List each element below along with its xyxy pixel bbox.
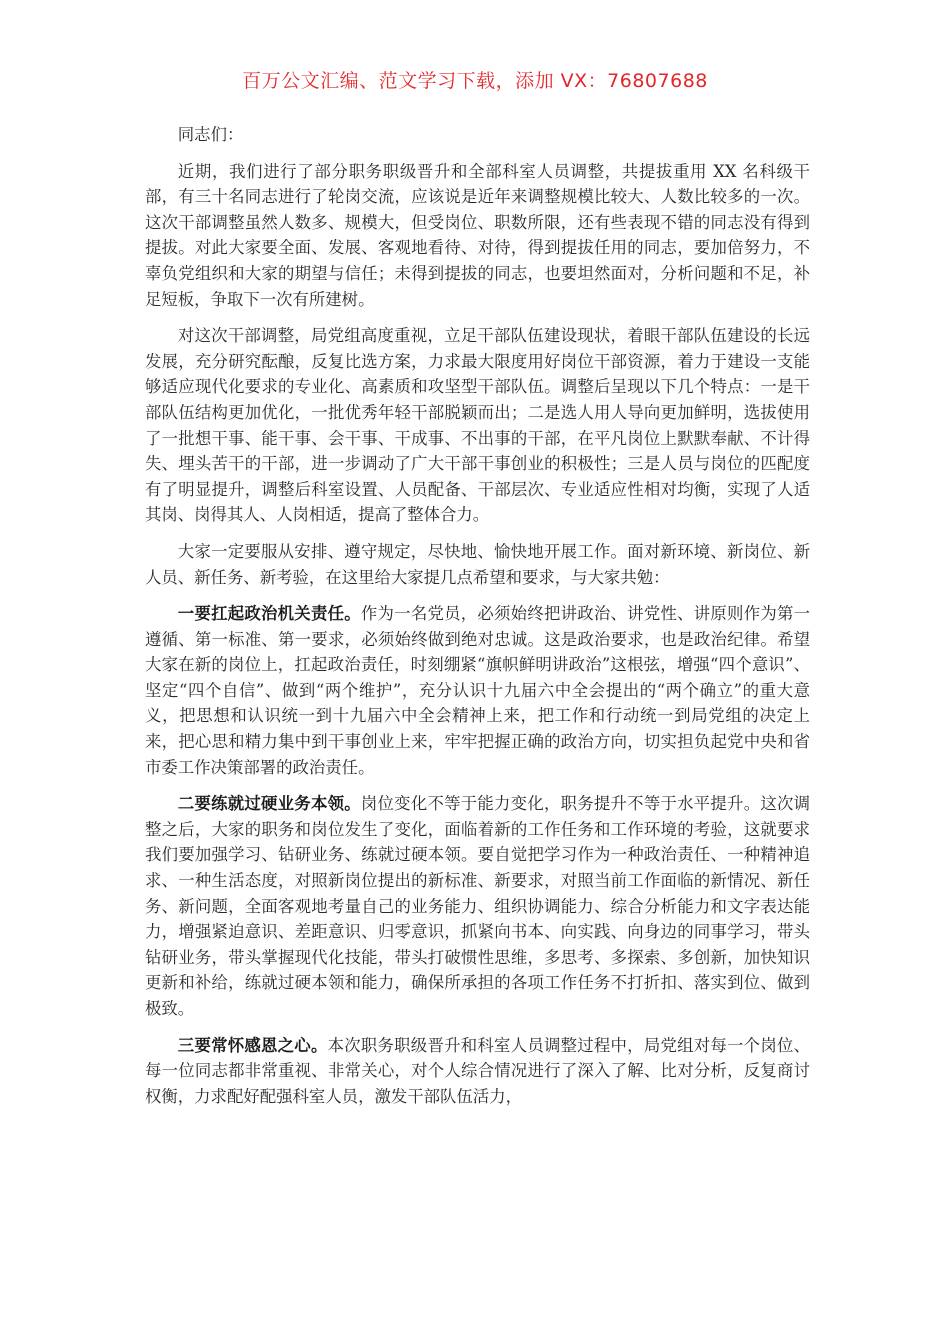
section-political-responsibility (145, 601, 810, 780)
paragraph-adjustment-features: 对这次干部调整，局党组高度重视，立足干部队伍建设现状，着眼干部队伍建设的长远发展，充分研究酝酿，反复比选方案，力求最大限度用好岗位干部资源，着力于建设一支能够适应现代化要求的专业化、高素质和攻坚型干部队伍。调整后呈现以下几个特点：一是干部队伍结构更加优化，一批优秀年轻干部脱颖而出；二是选人用人导向更加鲜明，选拔使用了一批想干事、能干事、会干事、干成事、不出事的干部，在平凡岗位上默默奉献、不计得失、埋头苦干的干部，进一步调动了广大干部干事创业的积极性；三是人员与岗位的匹配度有了明显提升，调整后科室设置、人员配备、干部层次、专业适应性相对均衡，实现了人适其岗、岗得其人、人岗相适，提高了整体合力。 (145, 326, 810, 525)
paragraph-expectations: 大家一定要服从安排、遵守规定，尽快地、愉快地开展工作。面对新环境、新岗位、新人员、新任务、新考验，在这里给大家提几点希望和要求，与大家共勉： (145, 541, 810, 587)
header-banner: 百万公文汇编、范文学习下载，添加 VX：76807688 (242, 70, 708, 92)
salutation: 同志们： (177, 125, 244, 144)
section-title: 一要扛起政治机关责任。 (177, 604, 361, 624)
section-title: 二要练就过硬业务本领。 (177, 794, 361, 814)
section-title: 三要常怀感恩之心。 (177, 1035, 328, 1055)
section-body: 岗位变化不等于能力变化，职务提升不等于水平提升。这次调整之后，大家的职务和岗位发生了变化，面临着新的工作任务和工作环境的考验，这就要求我们要加强学习、钻研业务、练就过硬本领。要自觉把学习作为一种政治责任、一种精神追求、一种生活态度，对照新岗位提出的新标准、新要求，对照当前工作面临的新情况、新任务、新问题，全面客观地考量自己的业务能力、组织协调能力、综合分析能力和文字表达能力，增强紧迫意识、差距意识、归零意识，抓紧向书本、向实践、向身边的同事学习，带头钻研业务，带头掌握现代化技能，带头打破惯性思维，多思考、多探索、多创新，加快知识更新和补给，练就过硬本领和能力，确保所承担的各项工作任务不打折扣、落实到位、做到极致。 (145, 794, 811, 1018)
section-gratitude (145, 1033, 810, 1110)
section-business-skills (145, 791, 810, 1021)
section-body: 本次职务职级晋升和科室人员调整过程中，局党组对每一个岗位、每一位同志都非常重视、非常关心，对个人综合情况进行了深入了解、比对分析，反复商讨权衡，力求配好配强科室人员，激发干部队伍活力， (145, 1035, 811, 1106)
section-body: 作为一名党员，必须始终把讲政治、讲党性、讲原则作为第一遵循、第一标准、第一要求，必须始终做到绝对忠诚。这是政治要求，也是政治纪律。希望大家在新的岗位上，扛起政治责任，时刻绷紧“旗帜鲜明讲政治”这根弦，增强“四个意识”、坚定“四个自信”、做到“两个维护”，充分认识十九届六中全会提出的“两个确立”的重大意义，把思想和认识统一到十九届六中全会精神上来，把工作和行动统一到局党组的决定上来，把心思和精力集中到干事创业上来，牢牢把握正确的政治方向，切实担负起党中央和省市委工作决策部署的政治责任。 (145, 604, 811, 777)
document-body (145, 122, 810, 1120)
paragraph-intro: 近期，我们进行了部分职务职级晋升和全部科室人员调整，共提拔重用 XX 名科级干部，有三十名同志进行了轮岗交流，应该说是近年来调整规模比较大、人数比较多的一次。这次干部调整虽然人数多、规模大，但受岗位、职数所限，还有些表现不错的同志没有得到提拔。对此大家要全面、发展、客观地看待、对待，得到提拔任用的同志，要加倍努力，不辜负党组织和大家的期望与信任；未得到提拔的同志，也要坦然面对，分析问题和不足，补足短板，争取下一次有所建树。 (145, 161, 810, 309)
